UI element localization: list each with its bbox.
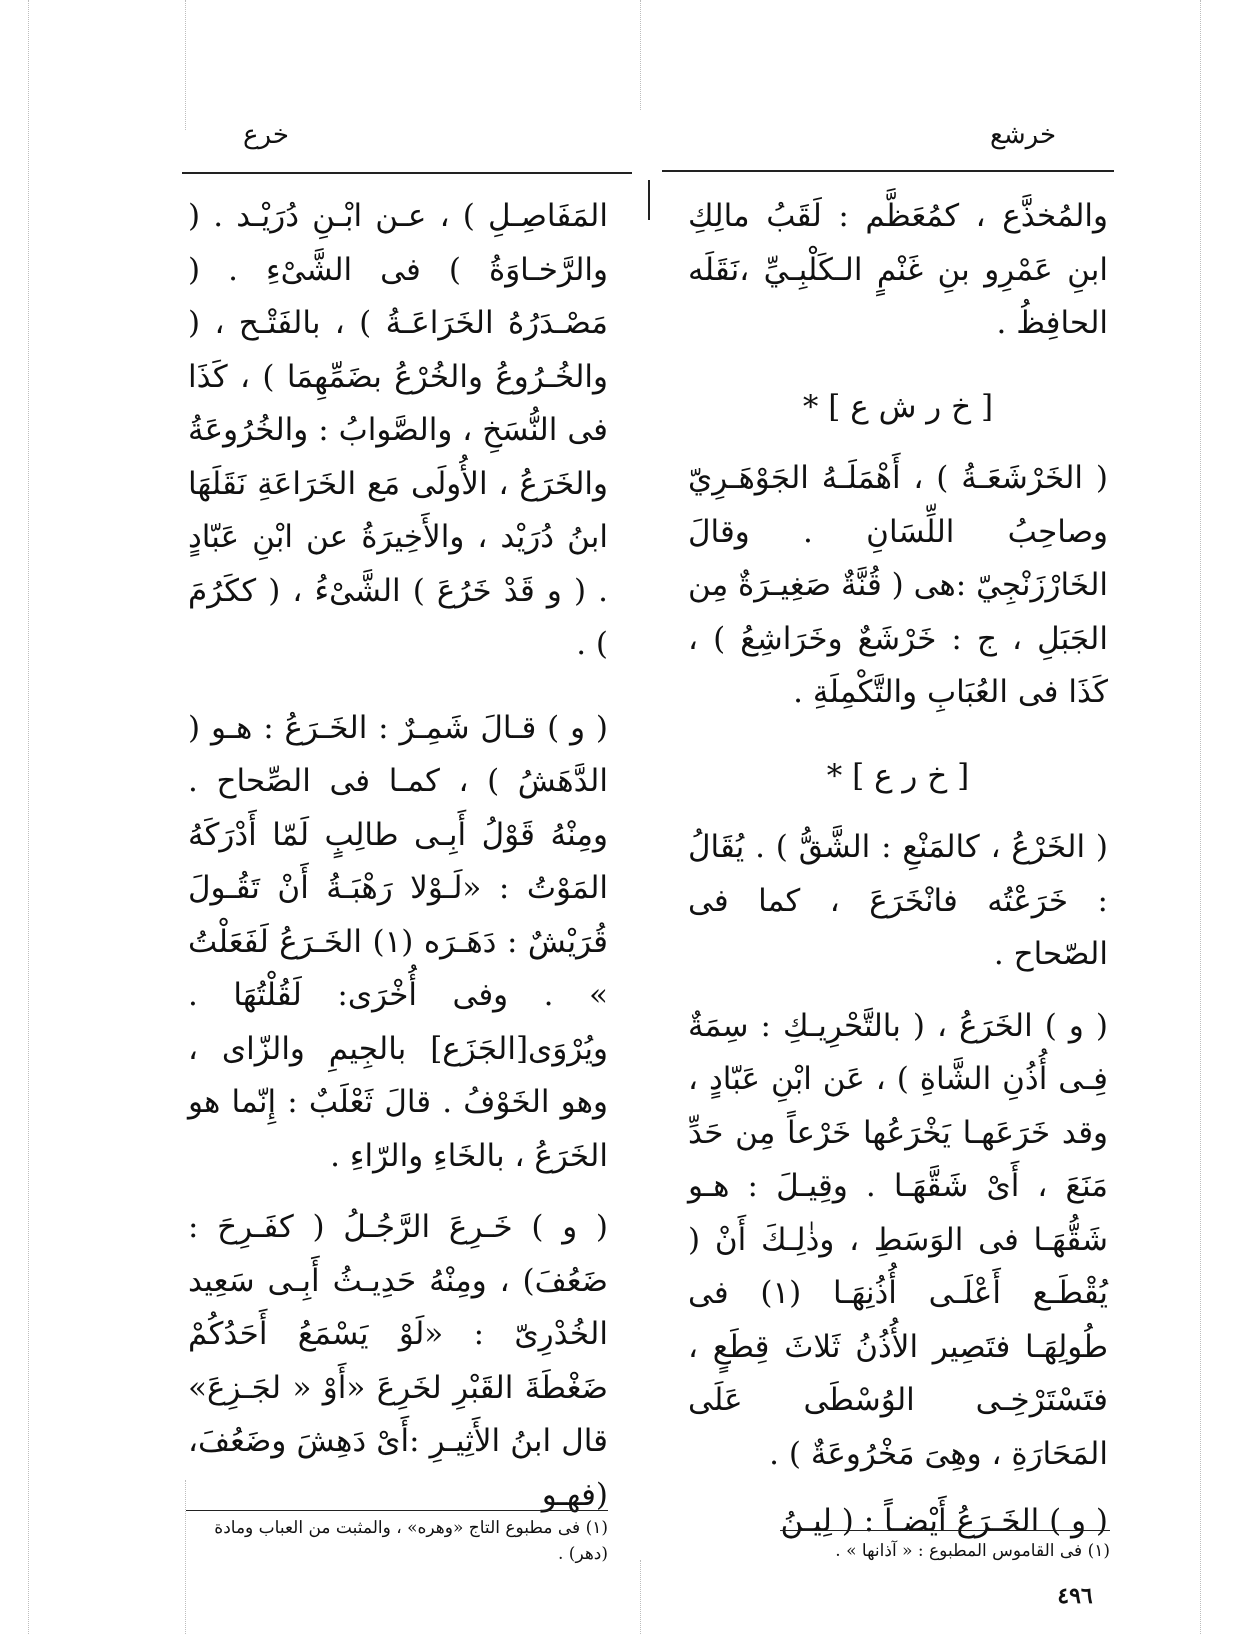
entry-paragraph: المَفَاصِـلِ ) ، عـن ابْـنِ دُرَيْـد . ( والرَّخـاوَةُ ) فى الشَّىْءِ . ( مَصْـدَرُهُ الخَرَاعَـةُ ) ، بالفَتْـح ، ( والخُـرُوعُ والخُرْعُ بضَمِّهِمَا ) ، كَذَا فى النُّسَخِ ، والصَّوابُ : والخُرُوعَةُ والخَرَعُ ، الأُولَى مَع الخَرَاعَةِ نَقَلَهَا ابنُ دُرَيْد ، والأَخِيرَةُ عن ابْنِ عَبّادٍ . ( و قَدْ خَرُعَ ) الشَّىْءُ ، ( ككَرُمَ ) . [188,198,608,662]
left-column [188,190,608,1522]
entry-paragraph: ( و ) خَـرِعَ الرَّجُـلُ ( كفَـرِحَ : ضَعُفَ) ، ومِنْهُ حَدِيـثُ أَبِـى سَعِيد الخُدْرِىّ : «لَوْ يَسْمَعُ أَحَدُكُمْ ضَغْطَةَ القَبْرِ لخَرِعَ «أَوْ « لجَـزِعَ» قال ابنُ الأَثِيـرِ :أَىْ دَهِشَ وضَعُفَ، (فهـو [188,1209,608,1513]
footnote-rule-left [186,1510,608,1511]
scan-margin-dots [640,0,642,110]
column-divider [648,180,650,220]
scan-margin-dots [28,0,30,1634]
page-number: ٤٩٦ [1057,1583,1093,1609]
scan-margin-dots [1200,0,1202,1634]
header-right-word: خرشع [990,120,1057,150]
entry-paragraph: ( و ) الخَرَعُ ، ( بالتَّحْرِيـكِ : سِمَةٌ فِـى أُذُنِ الشَّاةِ ) ، عَن ابْنِ عَبّادٍ ، وقد خَرَعَهـا يَخْرَعُها خَرْعاً مِن حَدِّ مَنَعَ ، أَىْ شَقَّهَـا . وقِيـلَ : هـو شَقُّهَـا فى الوَسَطِ ، وذٰلِـكَ أَنْ ( يُقْطَـع أَعْلَـى أُذُنِهَـا (١) فى طُولِهَـا فتَصِير الأُذُنُ ثَلاثَ قِطَعٍ ، فتَسْتَرْخِـى الوُسْطَى عَلَى المَحَارَةِ ، وهِىَ مَخْرُوعَةٌ ) . [688,1007,1108,1472]
entry-paragraph: ( الخَرْعُ ، كالمَنْعِ : الشَّقُّ ) . يُقَالُ : خَرَعْتُه فانْخَرَعَ ، كما فى الصّحاح . [688,829,1108,972]
header-rule-left [182,172,632,174]
scan-margin-dots [640,1560,642,1634]
footnote-rule-right [780,1530,1110,1531]
root-heading-khr: [ خ ر ع ] * [826,757,970,794]
footnote-right: (١) فى القاموس المطبوع : « آذانها » . [835,1541,1110,1561]
header-rule-right [662,170,1114,172]
scan-margin-dots [185,0,187,130]
right-column [688,190,1108,1549]
footnote-left: (١) فى مطبوع التاج «وهره» ، والمثبت من العباب ومادة (دهر) . [214,1518,608,1564]
entry-paragraph: ( و ) الخَـرَعُ أَيْضـاً : ( لِيـنُ [780,1503,1108,1539]
entry-paragraph: والمُخذَّع ، كمُعَظَّم : لَقَبُ مالِكِ ابنِ عَمْرِو بنِ غَنْمٍ الـكَلْبِـيِّ ،نَقَلَه الحافِظُ . [688,198,1108,341]
root-heading-khrsh: [ خ ر ش ع ] * [802,388,994,425]
entry-paragraph: ( و ) قـالَ شَمِـرٌ : الخَـرَعُ : هـو ( الدَّهَشُ ) ، كمـا فى الصِّحاح . ومِنْهُ قَوْلُ أَبِـى طالِبٍ لَمّا أَدْرَكَهُ المَوْتُ : «لَـوْلا رَهْبَـةُ أَنْ تَقُـولَ قُرَيْشٌ : دَهَـرَه (١) الخَـرَعُ لَفَعَلْتُ » . وفى أُخْرَى: لَقُلْتُهَا . ويُرْوَى[الجَزَع] بالجِيمِ والزّاى ، وهو الخَوْفُ . قالَ ثَعْلَبٌ : إِنّما هو الخَرَعُ ، بالخَاءِ والرّاءِ . [188,709,608,1174]
entry-paragraph: ( الخَرْشَعَـةُ ) ، أَهْمَلَـهُ الجَوْهَـرِيّ وصاحِبُ اللِّسَانِ . وقالَ الخَارْزَنْجِيّ :هى ( قُنَّةٌ صَغِيـرَةٌ مِن الجَبَلِ ، ج : خَرْشَعٌ وخَرَاشِعُ ) ، كَذَا فى العُبَابِ والتَّكْمِلَةِ . [688,460,1108,710]
header-left-word: خرع [243,120,289,150]
